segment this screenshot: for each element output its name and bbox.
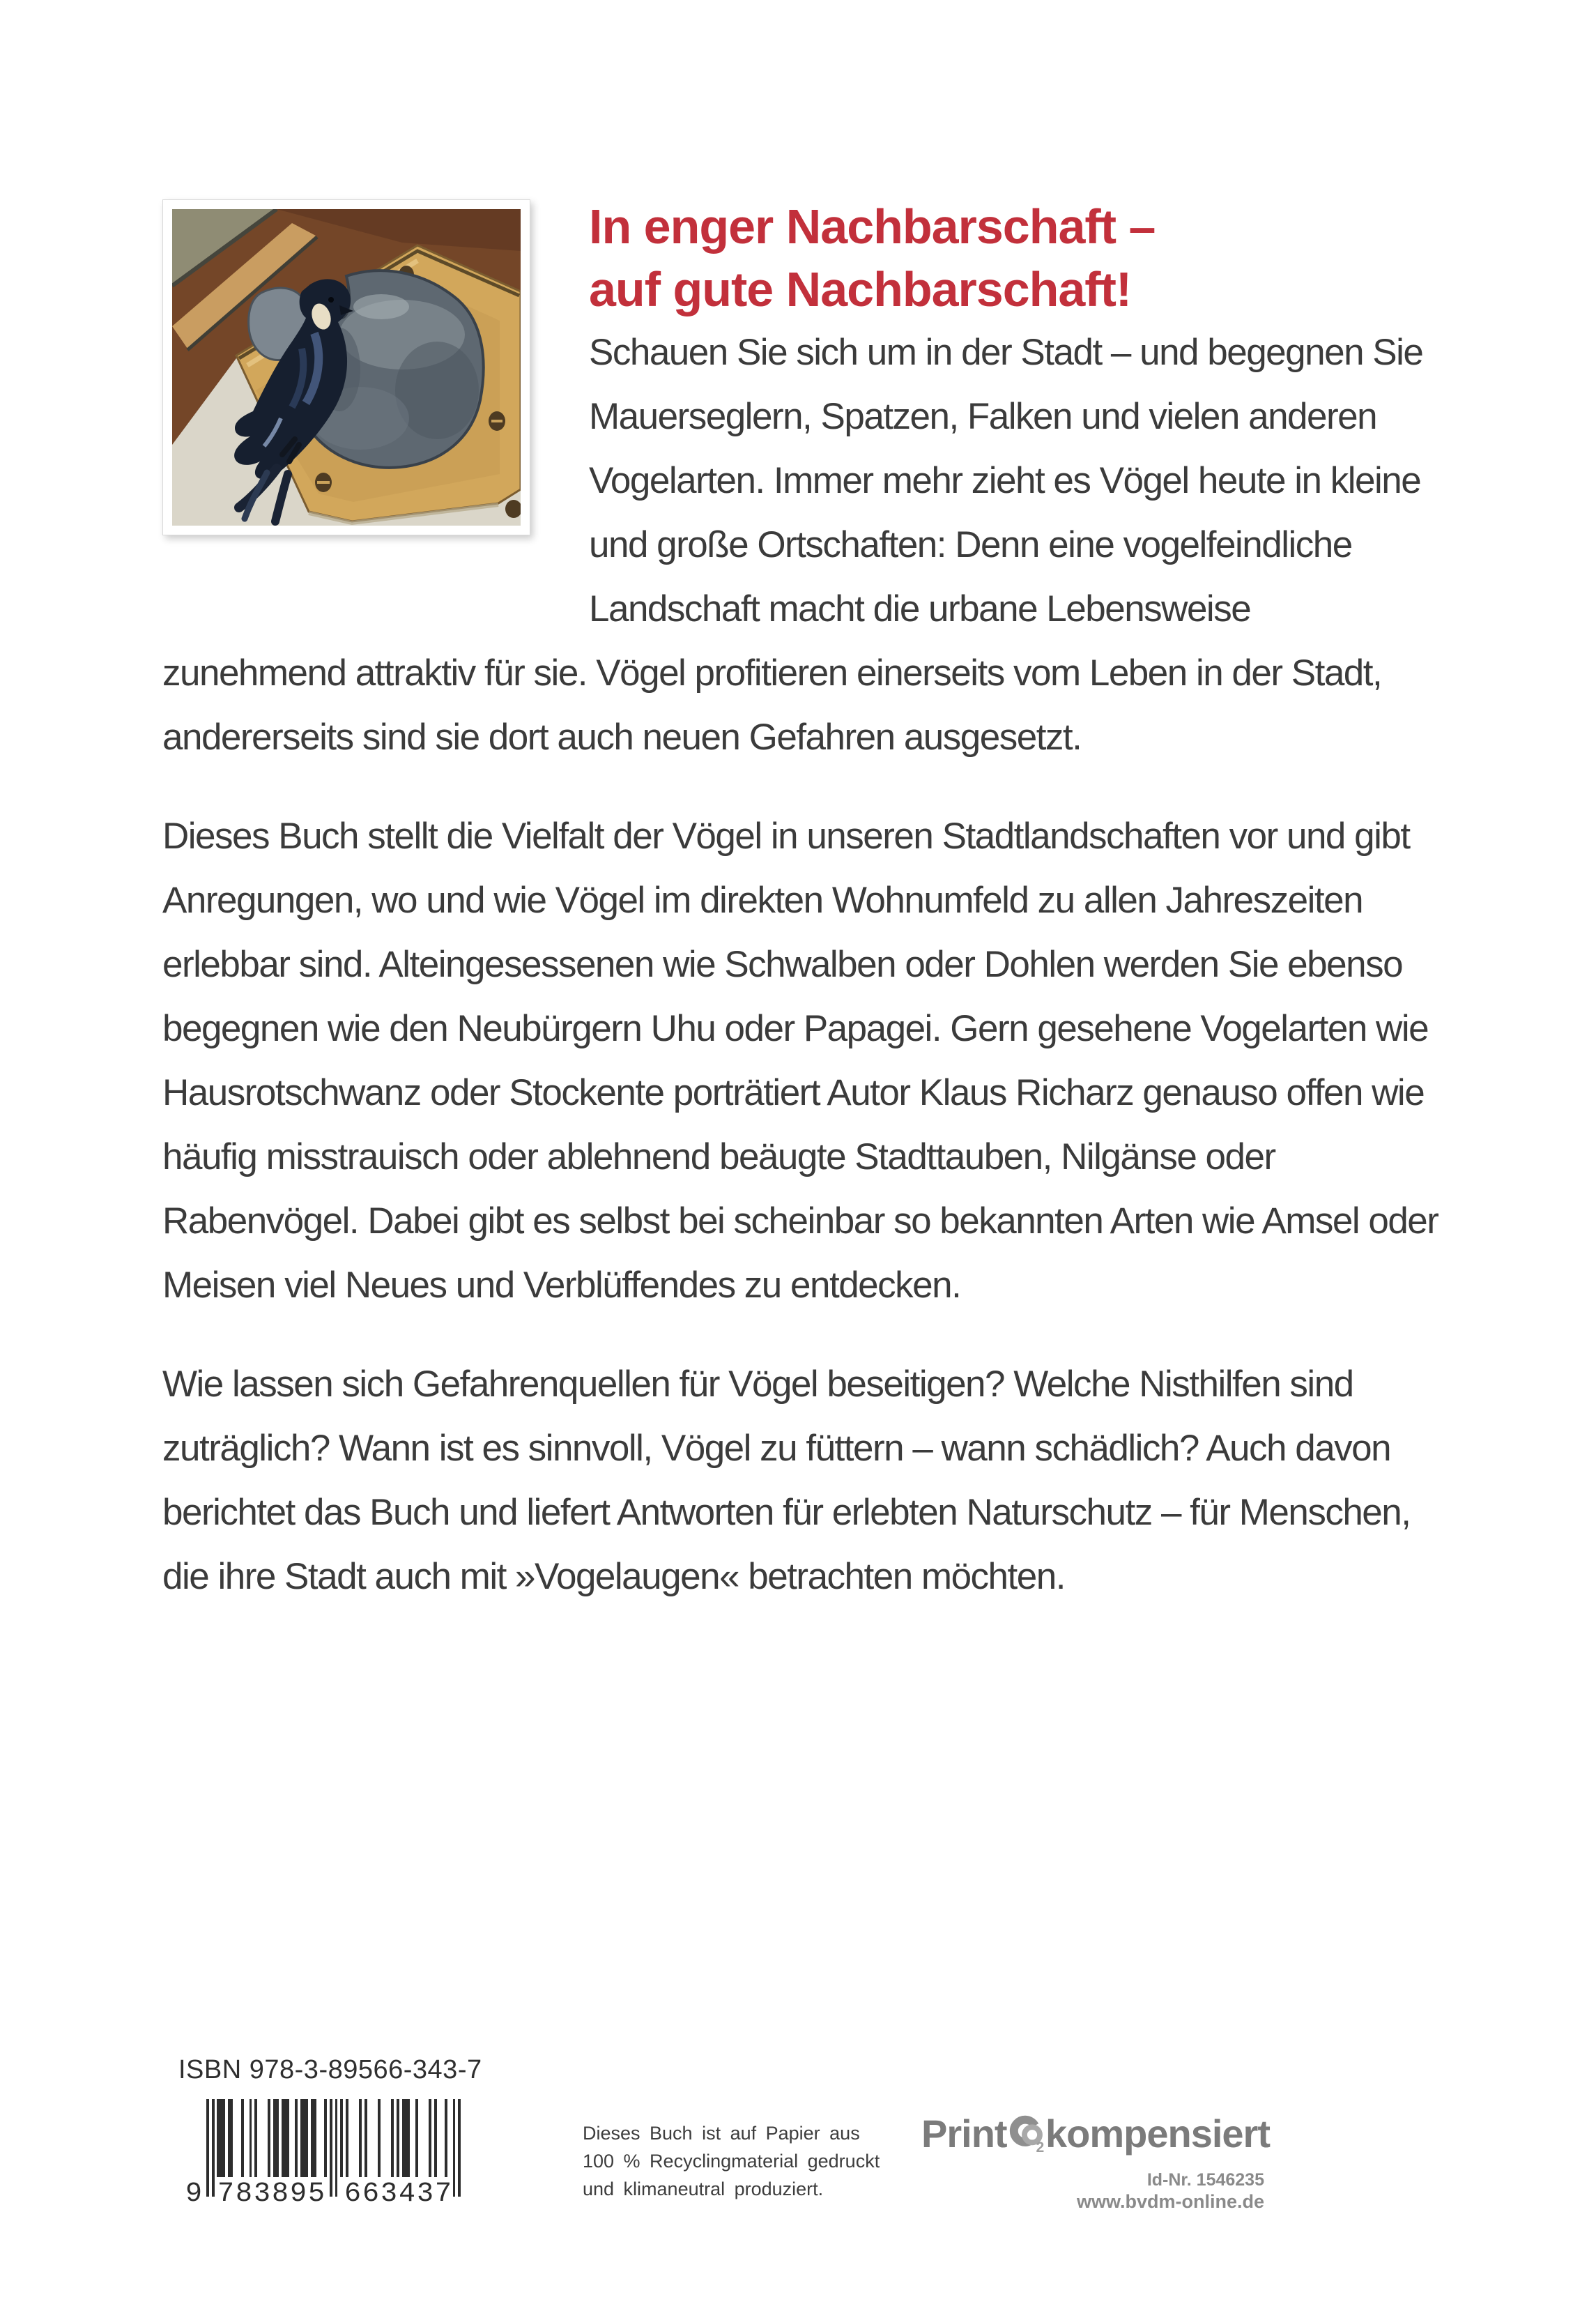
cover-illustration xyxy=(162,199,530,535)
co2-circle-icon xyxy=(1008,2089,1044,2177)
logo-id-number: Id-Nr. 1546235 xyxy=(1146,2170,1264,2190)
paper-note-line-3: und klimaneutral produziert. xyxy=(583,2179,824,2199)
headline-line-1: In enger Nachbarschaft – xyxy=(589,199,1156,254)
print-co2-kompensiert-logo xyxy=(921,2091,1270,2224)
blurb-area xyxy=(162,195,1442,1644)
isbn-block xyxy=(178,2055,482,2229)
co2-subscript-2: 2 xyxy=(1036,2139,1044,2156)
ean-barcode xyxy=(185,2099,464,2229)
recycled-paper-note xyxy=(583,2119,880,2203)
barcode-digits-right: 663437 xyxy=(344,2179,454,2210)
logo-word-kompensiert: kompensiert xyxy=(1045,2111,1270,2156)
headline-line-2: auf gute Nachbarschaft! xyxy=(589,262,1132,316)
blurb-paragraph-1: Schauen Sie sich um in der Stadt – und begegnen Sie Mauerseglern, Spatzen, Falken und vielen anderen Vogelarten. Immer mehr zieht es Vögel heute in kleine und große Ortschaften: Denn eine vogelfeindliche Landschaft macht die urbane Lebensweise zunehmend attraktiv für sie. Vögel profitieren einerseits vom Leben in der Stadt, andererseits sind sie dort auch neuen Gefahren ausgesetzt. xyxy=(162,332,1423,758)
barcode-bar xyxy=(458,2099,461,2197)
blurb-paragraph-3: Wie lassen sich Gefahrenquellen für Vögel beseitigen? Welche Nisthilfen sind zuträglich? Wann ist es sinnvoll, Vögel zu füttern – wann schädlich? Auch davon berichtet das Buch und liefert Antworten für erlebten Naturschutz – für Menschen, die ihre Stadt auch mit »Vogelaugen« betrachten möchten. xyxy=(162,1364,1411,1597)
logo-word-print: Print xyxy=(921,2111,1007,2156)
logo-sub-lines xyxy=(1077,2169,1264,2213)
paper-note-line-1: Dieses Buch ist auf Papier aus xyxy=(583,2123,860,2144)
logo-url: www.bvdm-online.de xyxy=(1076,2191,1264,2212)
paper-note-line-2: 100 % Recyclingmaterial gedruckt xyxy=(583,2151,880,2172)
barcode-digits-left: 783895 xyxy=(217,2179,327,2210)
print-co2-logo-row xyxy=(921,2091,1270,2175)
isbn-label: ISBN 978-3-89566-343-7 xyxy=(178,2055,482,2084)
barcode-digit-first: 9 xyxy=(185,2179,204,2210)
swallow-nestbox-illustration xyxy=(172,209,521,526)
blurb-paragraph-2: Dieses Buch stellt die Vielfalt der Vögel in unseren Stadtlandschaften vor und gibt Anregungen, wo und wie Vögel im direkten Wohnumfeld zu allen Jahreszeiten erlebbar sind. Alteingesessenen wie Schwalben oder Dohlen werden Sie ebenso begegnen wie den Neubürgern Uhu oder Papagei. Gern gesehene Vogelarten wie Hausrotschwanz oder Stockente porträtiert Autor Klaus Richarz genauso offen wie häufig misstrauisch oder ablehnend beäugte Stadttauben, Nilgänse oder Rabenvögel. Dabei gibt es selbst bei scheinbar so bekannten Arten wie Amsel oder Meisen viel Neues und Verblüffendes zu entdecken. xyxy=(162,816,1438,1306)
